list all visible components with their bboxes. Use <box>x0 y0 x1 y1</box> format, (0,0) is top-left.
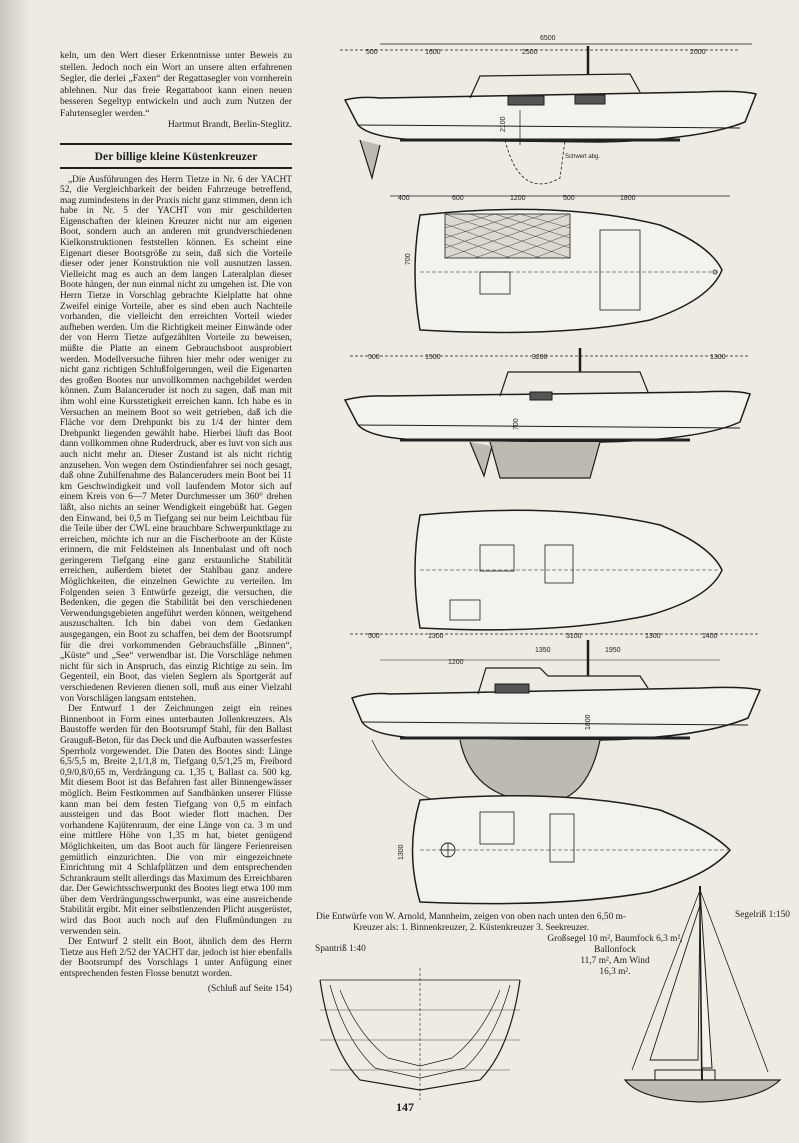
section-rule-top <box>60 143 292 145</box>
dim-label: 1200 <box>448 659 464 666</box>
dim-label: 600 <box>452 195 464 202</box>
dim-label: 500 <box>563 195 575 202</box>
dim-label: 500 <box>368 354 380 361</box>
sail-data-line: 11,7 m², Am Wind <box>580 956 650 966</box>
dim-label: 700 <box>513 418 520 430</box>
intro-signature: Hartmut Brandt, Berlin-Steglitz. <box>167 119 292 130</box>
dim-label: 3100 <box>566 633 582 640</box>
design-1-plan <box>390 195 730 332</box>
dim-label: 2000 <box>690 49 706 56</box>
dim-label: 500 <box>366 49 378 56</box>
page-edge-shadow <box>0 0 30 1143</box>
section-title: Der billige kleine Küstenkreuzer <box>94 150 258 163</box>
body-paragraph-2: Der Entwurf 1 der Zeichnungen zeigt ein reines Binnenboot in Form eines unterbauten Jollenkreuzers. Als Baustoffe werden für den Bootsrumpf Stahl, für den Ballast Grauguß-Beton, für das Deck und die Aufbauten wasserfestes Sperrholz vorgewendet. Die Daten des Bootes sind: Länge 6,5/5,5 m, Breite 2,1/1,8 m, Tiefgang 0,5/1,25 m, Freibord 0,9/0,8/0,65 m, Verdrängung ca. 1,35 t, Ballast ca. 500 kg. Mit diesem Boot ist das Befahren fast aller Binnengewässer möglich. Beim Festkommen auf Sandbänken unserer Flüsse kann man bei dem festen Tiefgang von 0,5 m einfach aussteigen und das Boot wieder flott machen. Der vorhandene Kajütenraum, der eine Länge von ca. 3 m und eine mittlere Höhe von 1,35 m hat, bietet genügend Möglichkeiten, um das Boot auch für längere Ferienreisen gemütlich einzurichten. Die von mir eingezeichnete Einrichtung mit 4 Schlafplätzen und dem entsprechenden Schrankraum stellt allerdings das Maximum des Erreichbaren dar. Der Gewichtsschwerpunkt des Bootes liegt etwa 100 mm über dem Verdrängungsschwerpunkt, was eine ausreichende Stabilität ergibt. Mit einer selbstlenzenden Plicht ausgerüstet, wird das Boot auch noch auf den Flußmündungen zu verwenden sein. <box>60 704 292 937</box>
article-column <box>60 50 292 995</box>
dim-label: 2100 <box>500 116 507 132</box>
dim-label: 400 <box>398 195 410 202</box>
dim-label: 1300 <box>710 354 726 361</box>
dim-label: 1300 <box>398 844 405 860</box>
body-paragraph-3: Der Entwurf 2 stellt ein Boot, ähnlich dem des Herrn Tietze aus Heft 2/52 der YACHT dar, jedoch ist hier ebenfalls der Bootsrumpf des Vorschlags 1 unter Anfügung einer entsprechenden festen Flosse benutzt worden. <box>60 937 292 980</box>
design-2-profile <box>345 348 750 478</box>
figure-caption: Die Entwürfe von W. Arnold, Mannheim, zeigen von oben nach unten den 6,50 m-Kreuzer als: 1. Binnenkreuzer, 2. Küstenkreuzer 3. Seekreuzer. <box>315 912 627 933</box>
continued-note: (Schluß auf Seite 154) <box>207 983 292 994</box>
dim-label: 2500 <box>522 49 538 56</box>
body-plan-drawing <box>320 968 520 1100</box>
sail-data-line: 16,3 m². <box>599 967 631 977</box>
dim-label: Schwert abg. <box>565 154 601 160</box>
design-1-profile <box>340 35 756 184</box>
design-3-plan <box>398 796 730 904</box>
dim-label: 1300 <box>428 633 444 640</box>
dim-label: 1400 <box>702 633 718 640</box>
dim-label: 700 <box>405 253 412 265</box>
dim-label: 500 <box>368 633 380 640</box>
sail-plan-label: Segelriß 1:150 <box>735 910 790 920</box>
dim-label: 6500 <box>540 35 556 42</box>
body-paragraph-1: „Die Ausführungen des Herrn Tietze in Nr. 6 der YACHT 52, die Vergleichbarkeit der beiden Fahrzeuge betreffend, mag zumindestens in der Praxis nicht ganz stimmen, denn ich habe in Nr. 5 der YACHT von mir geschilderten Eigenschaften der kleinen Kreuzer nicht nur am eigenen Boot, sondern auch an anderen mit grundverschiedenen Kielkonstruktionen feststellen können. Es scheint eine Eigenart dieser Bootsgröße zu sein, daß sich die Vorteile dieser oder jener Konstruktion nie voll ausnutzen lassen. Vielleicht mag es auch an dem langen Lateralplan dieser Boote hängen, der nun einmal nicht zu umgehen ist. Die von Herrn Tietze in Vorschlag gebrachte Kielplatte hat ohne Zweifel einige Vorteile, aber es sind eben auch Nachteile vorhanden, die vielleicht den erreichten Vorteil wieder aufheben werden. Um die Richtigkeit meiner Einwände oder der von Herrn Tietze aufgezählten Vorteile zu beweisen, müßte die Platte an einem Gebrauchsboot ausprobiert werden. Modellversuche führen hier mehr oder weniger zu nicht ganz richtigen Schlußfolgerungen, weil die Eigenarten des großen Bootes nur unvollkommen nachgebildet werden können. Zum Balanceruder ist noch zu sagen, daß man mit ihm wohl eine Kursstetigkeit erreichen kann. Ich habe es in Versuchen an meinem Boot so weit getrieben, daß ich die Fläche vor dem Drehpunkt bis zu 1/4 der hinter dem Drehpunkt liegenden gewählt habe. Hierbei läuft das Boot dann vollkommen ohne Ruderdruck, aber es luvt von sich aus auch nicht mehr an. Dieser Zustand ist als nicht richtig anzusehen. Von wegen dem Ostindienfahrer sei noch gesagt, daß ohne Zuhilfenahme des Balanceruders mein Boot bei 11 km Geschwindigkeit und voll laufendem Motor sich auf einem Kreis von 6—7 Meter Durchmesser um 360° drehen läßt, also nichts an seiner Wendigkeit eingebüßt hat. Gegen den Einwand, bei 0,5 m Tiefgang sei nur beim Leichtbau für die Teile über der CWL eine brauchbare Schwerpunktlage zu erreichen, möchte ich nur an die Fischerboote an der Küste erinnern, die mit Feldsteinen als Innenbalast und oft noch geringerem Tiefgang eine ganz erstaunliche Stabilität erreichen, außerdem bietet der Stahlbau ganz andere Möglichkeiten, die einzelnen Gewichte zu verteilen. Im Folgenden seien 3 Entwürfe gezeigt, die versuchen, die Bedenken, die gegen die Stabilität bei den verschiedenen Verwendungsgebieten angeführt werden können, weitgehend auszuschalten. Ich bin dabei von dem Gedanken ausgegangen, ein Boot zu schaffen, bei dem der Bootsrumpf für die drei vorkommenden Gebrauchsfälle „Binnen“, „Küste“ und „See“ verwendbar ist. Die Vorschläge nehmen nicht für sich in Anspruch, das einzig Richtige zu sein. Im Gegenteil, ein Boot, das vielen Seglern als Sportgerät auf verschiedenen Revieren dienen soll, muß aus einer Vielzahl von Vorschlägen langsam entstehen. <box>60 174 292 704</box>
sail-data <box>540 934 690 978</box>
dim-label: 1600 <box>425 49 441 56</box>
dim-label: 1300 <box>645 633 661 640</box>
dim-label: 1500 <box>425 354 441 361</box>
intro-paragraph: keln, um den Wert dieser Erkenntnisse unter Beweis zu stellen. Jedoch noch ein Wort an unsere alten erfahrenen Segler, die derlei „Faxen“ der Regattasegler von vornherein ablehnen. Nur das freie Regattaboot kann einen neuen besseren Segeltyp entwickeln und auch zum Nutzen der Fahrtensegler werden.“ <box>60 50 292 119</box>
dim-label: 1800 <box>620 195 636 202</box>
dim-label: 1800 <box>585 714 592 730</box>
design-2-plan <box>415 510 722 630</box>
page-number: 147 <box>396 1100 414 1114</box>
sail-data-line: Großsegel 10 m², Baumfock 6,3 m², Ballonfock <box>547 934 683 955</box>
dim-label: 1950 <box>605 647 621 654</box>
dim-label: 1350 <box>535 647 551 654</box>
body-plan-label: Spantriß 1:40 <box>315 944 366 954</box>
dim-label: 1200 <box>510 195 526 202</box>
design-3-profile <box>350 633 760 810</box>
section-rule-bottom <box>60 167 292 169</box>
dim-label: 3200 <box>532 354 548 361</box>
